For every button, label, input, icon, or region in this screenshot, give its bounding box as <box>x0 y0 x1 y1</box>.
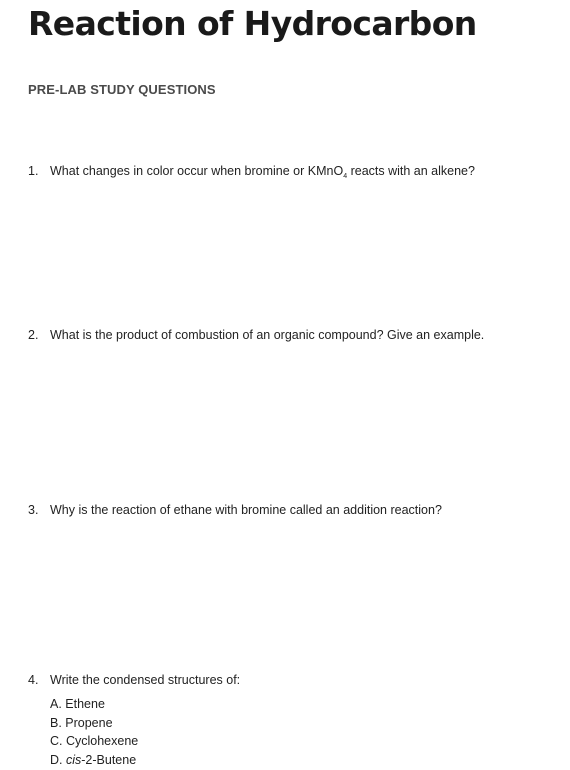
option-d-italic: cis <box>65 752 82 767</box>
question-text <box>50 164 475 178</box>
question-number: 1. <box>28 164 39 178</box>
question-3 <box>28 503 442 517</box>
question-1 <box>28 164 475 178</box>
option-a: A. Ethene <box>50 697 105 711</box>
page-title: Reaction of Hydrocarbon <box>28 4 477 43</box>
question-text: Write the condensed structures of: <box>50 673 241 687</box>
option-c: C. Cyclohexene <box>50 734 139 748</box>
option-list <box>50 695 138 769</box>
question-text: Why is the reaction of ethane with bromine called an addition reaction? <box>50 503 442 517</box>
question-text: What is the product of combustion of an organic compound? Give an example. <box>50 328 485 342</box>
section-heading: PRE-LAB STUDY QUESTIONS <box>28 82 216 97</box>
question-4 <box>28 673 240 687</box>
option-d-prefix: D. <box>50 752 66 767</box>
option-b: B. Propene <box>50 715 113 730</box>
option-d <box>50 751 138 770</box>
question-2 <box>28 328 484 342</box>
subscript: 4 <box>343 173 348 180</box>
option-d-suffix: -2-Butene <box>81 752 137 767</box>
question-number: 4. <box>28 673 39 687</box>
question-text-part: reacts with an alkene? <box>347 164 475 178</box>
question-number: 3. <box>28 503 39 517</box>
question-text-part: What changes in color occur when bromine or KMnO <box>50 164 344 178</box>
question-number: 2. <box>28 328 39 342</box>
